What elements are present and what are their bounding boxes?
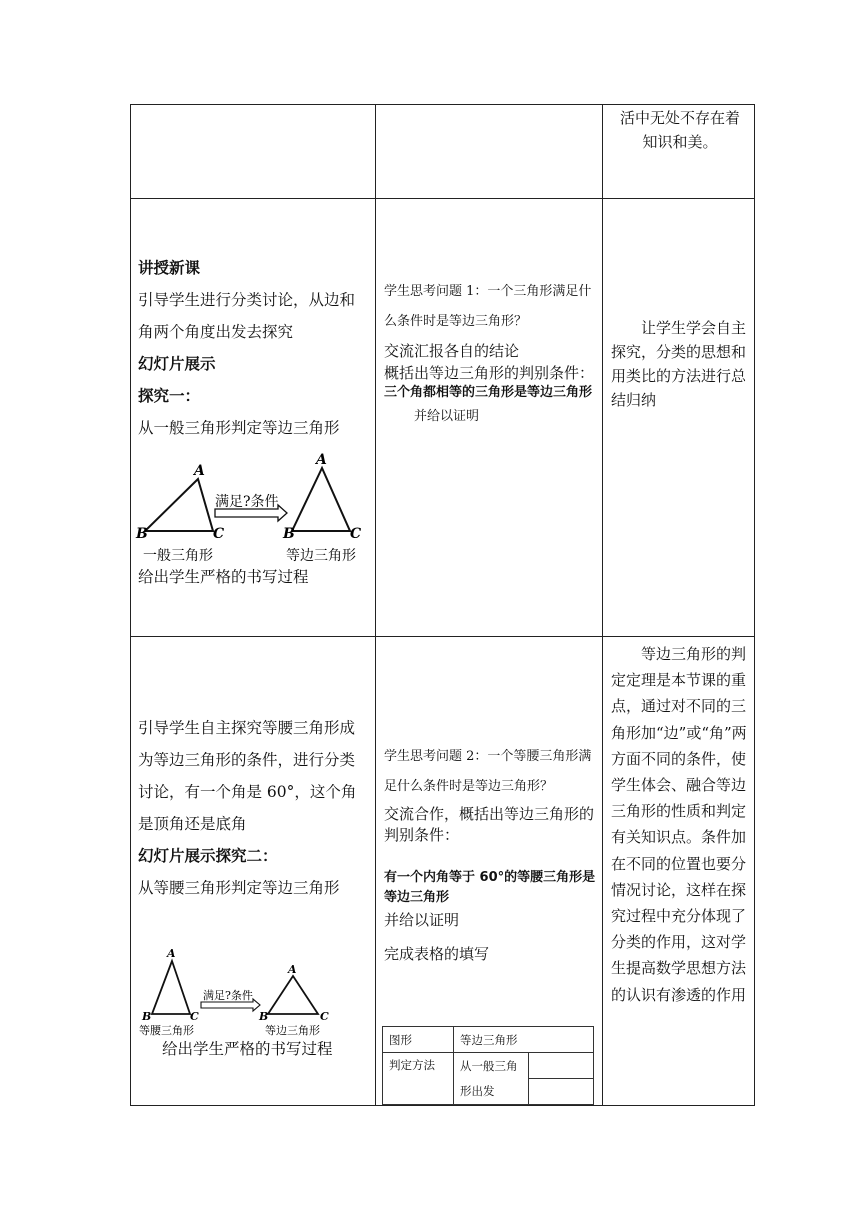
vertex-b-label: B	[283, 526, 295, 542]
table-cell-method-label: 判定方法	[383, 1053, 454, 1105]
vertex-a-label: A	[194, 463, 205, 479]
vertex-b-label: B	[136, 526, 148, 542]
row2-teacher-activity	[138, 252, 370, 444]
table-cell-shape-value: 等边三角形	[454, 1027, 594, 1053]
fill-in-table	[382, 1026, 594, 1105]
conclusion-2: 有一个内角等于 60°的等腰三角形是等边三角形	[384, 870, 596, 905]
explore-description-2: 从等腰三角形判定等边三角形	[138, 879, 340, 897]
vertex-c-label: C	[350, 526, 362, 542]
caption-general-triangle: 一般三角形	[143, 548, 213, 564]
table-border-right	[754, 104, 755, 1106]
vertex-a-label: A	[288, 963, 297, 976]
caption-equilateral-triangle: 等边三角形	[265, 1024, 320, 1037]
conclusion-1: 三个角都相等的三角形是等边三角形	[384, 385, 593, 400]
isosceles-triangle	[152, 961, 190, 1014]
table-cell-shape-label: 图形	[383, 1027, 454, 1053]
table-column-divider	[375, 104, 376, 1106]
explore-label: 探究一：	[138, 386, 201, 405]
triangle-figure-1	[135, 449, 370, 567]
row2-footer: 给出学生严格的书写过程	[138, 568, 309, 586]
row3-teacher-activity	[138, 712, 370, 904]
table-column-divider	[602, 104, 603, 1106]
slide-label-2: 幻灯片展示探究二：	[138, 846, 278, 865]
student-line-2: 概括出等边三角形的判别条件：	[384, 364, 595, 382]
row2-student-activity	[384, 277, 598, 431]
slide-label: 幻灯片展示	[138, 354, 216, 373]
table-border-bottom	[130, 1105, 755, 1106]
row3-design-intent: 等边三角形的判定定理是本节课的重点，通过对不同的三角形加“边”或“角”两方面不同的条件，使学生体会、融合等边三角形的性质和判定有关知识点。条件加在不同的位置也要分情况讨论，这样在探究过程中充分体现了分类的作用，这对学生提高数学思想方法的认识有渗透的作用	[611, 645, 747, 1004]
row2-design-intent: 让学生学会自主探究，分类的思想和用类比的方法进行总结归纳	[611, 319, 747, 409]
table-border-left	[130, 104, 131, 1106]
table-row-divider	[130, 636, 755, 637]
row1-col3-text: 活中无处不存在着知识和美。	[619, 109, 740, 151]
equilateral-triangle	[268, 976, 318, 1014]
table-cell-method-value: 从一般三角形出发	[454, 1053, 529, 1105]
table-border-top	[130, 104, 755, 105]
vertex-a-label: A	[167, 947, 176, 960]
row3-footer: 给出学生严格的书写过程	[162, 1040, 333, 1058]
table-cell-empty[interactable]	[529, 1053, 594, 1079]
row3-student-activity	[384, 742, 598, 966]
caption-equilateral-triangle: 等边三角形	[286, 548, 356, 564]
arrow-label: 满足?条件	[215, 494, 279, 510]
proof-1: 并给以证明	[414, 409, 480, 424]
proof-2: 并给以证明	[384, 911, 460, 929]
lesson-plan-table	[130, 104, 755, 1106]
teacher-intro: 引导学生进行分类讨论，从边和角两个角度出发去探究	[138, 291, 356, 341]
vertex-c-label: C	[213, 526, 225, 542]
vertex-b-label: B	[142, 1010, 152, 1023]
student-question-1: 学生思考问题 1：一个三角形满足什么条件时是等边三角形？	[384, 284, 592, 329]
vertex-c-label: C	[190, 1010, 199, 1023]
vertex-a-label: A	[316, 452, 327, 468]
student-question-2: 学生思考问题 2：一个等腰三角形满足什么条件时是等边三角形？	[384, 749, 592, 794]
student-line-3: 交流合作，概括出等边三角形的判别条件：	[384, 805, 595, 844]
vertex-b-label: B	[259, 1010, 269, 1023]
student-line-1: 交流汇报各自的结论	[384, 342, 520, 360]
triangle-figure-2	[135, 944, 370, 1039]
table-cell-empty[interactable]	[529, 1079, 594, 1105]
equilateral-triangle	[292, 468, 350, 531]
section-heading: 讲授新课	[138, 258, 201, 277]
table-row-divider	[130, 198, 755, 199]
general-triangle	[145, 479, 213, 531]
teacher-intro-2: 引导学生自主探究等腰三角形成为等边三角形的条件，进行分类讨论，有一个角是 60°，这个角是顶角还是底角	[138, 719, 357, 833]
table-title: 完成表格的填写	[384, 945, 490, 963]
explore-description: 从一般三角形判定等边三角形	[138, 419, 340, 437]
arrow-label: 满足?条件	[203, 989, 253, 1002]
vertex-c-label: C	[320, 1010, 329, 1023]
caption-isosceles-triangle: 等腰三角形	[139, 1024, 194, 1037]
